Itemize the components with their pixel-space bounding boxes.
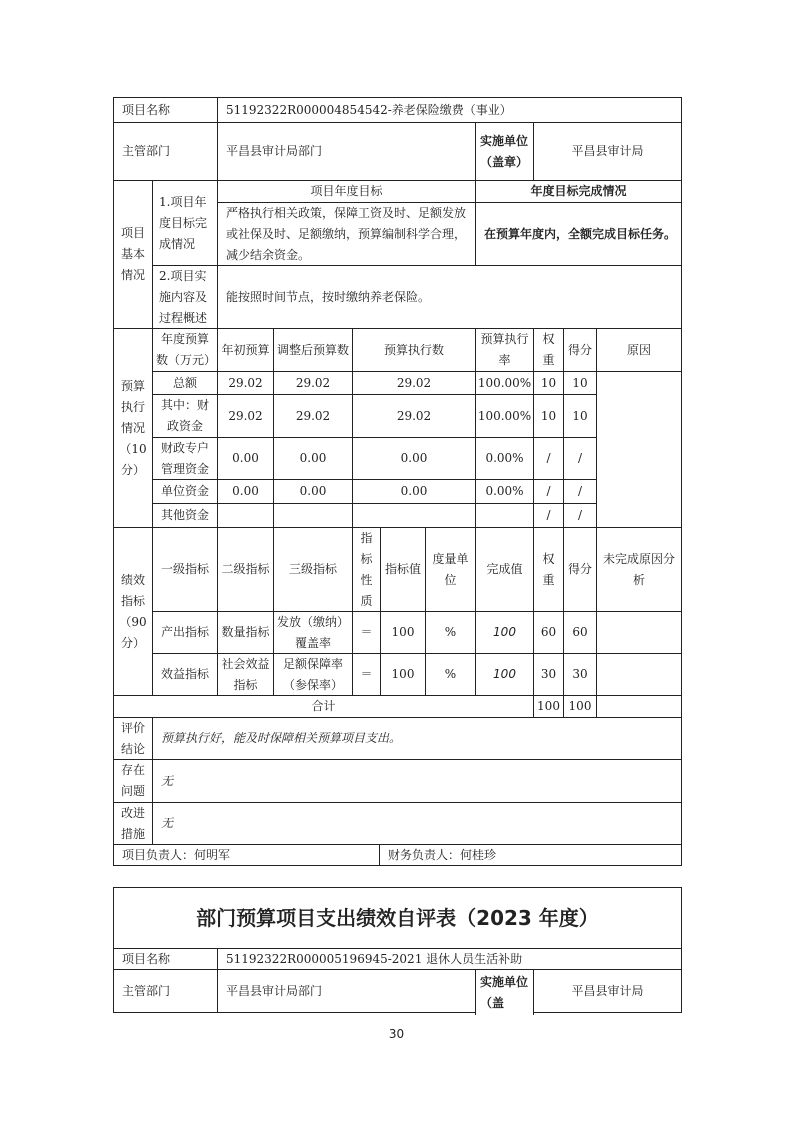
impl-unit-value-2: 平昌县审计局 bbox=[533, 969, 682, 1013]
budget-cell: 0.00 bbox=[273, 479, 353, 504]
perf-header: 未完成原因分析 bbox=[596, 527, 682, 612]
dept-label: 主管部门 bbox=[113, 122, 218, 181]
project-name-label-2: 项目名称 bbox=[113, 948, 218, 970]
budget-cell: 29.02 bbox=[273, 371, 353, 395]
total-weight: 100 bbox=[533, 695, 564, 718]
budget-cell: 29.02 bbox=[352, 394, 476, 438]
dept-value: 平昌县审计局部门 bbox=[217, 122, 476, 181]
budget-cell: 100.00% bbox=[475, 394, 534, 438]
budget-header: 原因 bbox=[596, 328, 682, 372]
form-title: 部门预算项目支出绩效自评表（2023 年度） bbox=[113, 887, 682, 949]
project-name-value: 51192322R000004854542-养老保险缴费（事业） bbox=[217, 97, 682, 123]
perf-section-label: 绩效指标（90分） bbox=[113, 527, 153, 696]
issue-label: 存在问题 bbox=[113, 759, 153, 803]
perf-cell: 30 bbox=[533, 653, 564, 696]
impl-process-text: 能按照时间节点，按时缴纳养老保险。 bbox=[217, 265, 682, 329]
perf-cell: 100 bbox=[475, 653, 534, 696]
budget-cell: 0.00 bbox=[217, 479, 274, 504]
perf-cell: 100 bbox=[475, 611, 534, 654]
budget-row-label: 财政专户管理资金 bbox=[152, 437, 218, 480]
budget-cell: 29.02 bbox=[352, 371, 476, 395]
budget-cell bbox=[217, 503, 274, 528]
budget-header: 调整后预算数 bbox=[273, 328, 353, 372]
done-text: 在预算年度内，全额完成目标任务。 bbox=[475, 202, 682, 266]
perf-cell: 发放（缴纳）覆盖率 bbox=[273, 611, 353, 654]
budget-cell: / bbox=[533, 479, 564, 504]
total-label: 合计 bbox=[113, 695, 534, 718]
perf-cell: 60 bbox=[533, 611, 564, 654]
budget-cell bbox=[273, 503, 353, 528]
budget-cell: 0.00 bbox=[273, 437, 353, 480]
budget-cell: 10 bbox=[563, 394, 597, 438]
perf-header: 一级指标 bbox=[152, 527, 218, 612]
budget-cell bbox=[352, 503, 476, 528]
reason-cell bbox=[596, 371, 682, 528]
budget-section-label: 预算执行情况（10分） bbox=[113, 328, 153, 528]
basic-info-label: 项目基本情况 bbox=[113, 180, 153, 329]
budget-header: 预算执行数 bbox=[352, 328, 476, 372]
perf-header: 指标性质 bbox=[352, 527, 381, 612]
perf-header: 权重 bbox=[533, 527, 564, 612]
perf-cell: 60 bbox=[563, 611, 597, 654]
budget-row-label: 单位资金 bbox=[152, 479, 218, 504]
budget-row-label: 总额 bbox=[152, 371, 218, 395]
budget-cell: 0.00 bbox=[352, 437, 476, 480]
perf-header: 三级指标 bbox=[273, 527, 353, 612]
budget-cell: / bbox=[533, 503, 564, 528]
impl-process-label: 2.项目实施内容及过程概述 bbox=[152, 265, 218, 329]
budget-cell: 0.00 bbox=[352, 479, 476, 504]
project-owner: 项目负责人：何明军 bbox=[113, 844, 380, 866]
improve-text: 无 bbox=[152, 802, 682, 845]
perf-cell: % bbox=[425, 653, 476, 696]
impl-unit-label: 实施单位（盖章） bbox=[475, 122, 534, 181]
finance-owner: 财务负责人：何桂珍 bbox=[379, 844, 682, 866]
total-empty bbox=[596, 695, 682, 718]
eval-text: 预算执行好，能及时保障相关预算项目支出。 bbox=[152, 717, 682, 760]
issue-text: 无 bbox=[152, 759, 682, 803]
budget-cell: / bbox=[563, 503, 597, 528]
budget-cell: 0.00% bbox=[475, 437, 534, 480]
budget-header: 得分 bbox=[563, 328, 597, 372]
perf-cell: ＝ bbox=[352, 611, 381, 654]
budget-cell: / bbox=[563, 437, 597, 480]
eval-label: 评价结论 bbox=[113, 717, 153, 760]
perf-cell: % bbox=[425, 611, 476, 654]
budget-header: 权重 bbox=[533, 328, 564, 372]
perf-header: 度量单位 bbox=[425, 527, 476, 612]
budget-row-label: 其中：财政资金 bbox=[152, 394, 218, 438]
dept-label-2: 主管部门 bbox=[113, 969, 218, 1013]
perf-header: 指标值 bbox=[380, 527, 426, 612]
page-number: 30 bbox=[388, 1027, 405, 1041]
budget-header: 预算执行率 bbox=[475, 328, 534, 372]
goal-text: 严格执行相关政策，保障工资及时、足额发放或社保及时、足额缴纳，预算编制科学合理，减少结余资金。 bbox=[217, 202, 476, 266]
budget-cell: 0.00% bbox=[475, 479, 534, 504]
perf-row-label: 效益指标 bbox=[152, 653, 218, 696]
budget-cell: 10 bbox=[533, 371, 564, 395]
perf-cell bbox=[596, 653, 682, 696]
perf-row-label: 产出指标 bbox=[152, 611, 218, 654]
perf-cell: 30 bbox=[563, 653, 597, 696]
budget-cell: 29.02 bbox=[217, 394, 274, 438]
impl-unit-label-2: 实施单位（盖 bbox=[475, 969, 534, 1015]
budget-row-label: 其他资金 bbox=[152, 503, 218, 528]
done-header: 年度目标完成情况 bbox=[475, 180, 682, 203]
budget-cell: 0.00 bbox=[217, 437, 274, 480]
budget-header: 年度预算数（万元） bbox=[152, 328, 218, 372]
budget-cell: 10 bbox=[533, 394, 564, 438]
perf-cell: 100 bbox=[380, 653, 426, 696]
perf-cell bbox=[596, 611, 682, 654]
perf-cell: 100 bbox=[380, 611, 426, 654]
total-score: 100 bbox=[563, 695, 597, 718]
perf-cell: 数量指标 bbox=[217, 611, 274, 654]
budget-cell: / bbox=[533, 437, 564, 480]
budget-cell bbox=[475, 503, 534, 528]
project-name-value-2: 51192322R000005196945-2021 退休人员生活补助 bbox=[217, 948, 682, 970]
budget-cell: 10 bbox=[563, 371, 597, 395]
budget-cell: / bbox=[563, 479, 597, 504]
budget-cell: 29.02 bbox=[217, 371, 274, 395]
perf-header: 得分 bbox=[563, 527, 597, 612]
perf-cell: ＝ bbox=[352, 653, 381, 696]
goal-header: 项目年度目标 bbox=[217, 180, 476, 203]
impl-unit-value: 平昌县审计局 bbox=[533, 122, 682, 181]
dept-value-2: 平昌县审计局部门 bbox=[217, 969, 476, 1013]
perf-header: 二级指标 bbox=[217, 527, 274, 612]
perf-cell: 社会效益指标 bbox=[217, 653, 274, 696]
budget-cell: 29.02 bbox=[273, 394, 353, 438]
budget-header: 年初预算 bbox=[217, 328, 274, 372]
perf-cell: 足额保障率（参保率） bbox=[273, 653, 353, 696]
goal-label: 1.项目年度目标完成情况 bbox=[152, 180, 218, 266]
project-name-label: 项目名称 bbox=[113, 97, 218, 123]
perf-header: 完成值 bbox=[475, 527, 534, 612]
improve-label: 改进措施 bbox=[113, 802, 153, 845]
budget-cell: 100.00% bbox=[475, 371, 534, 395]
